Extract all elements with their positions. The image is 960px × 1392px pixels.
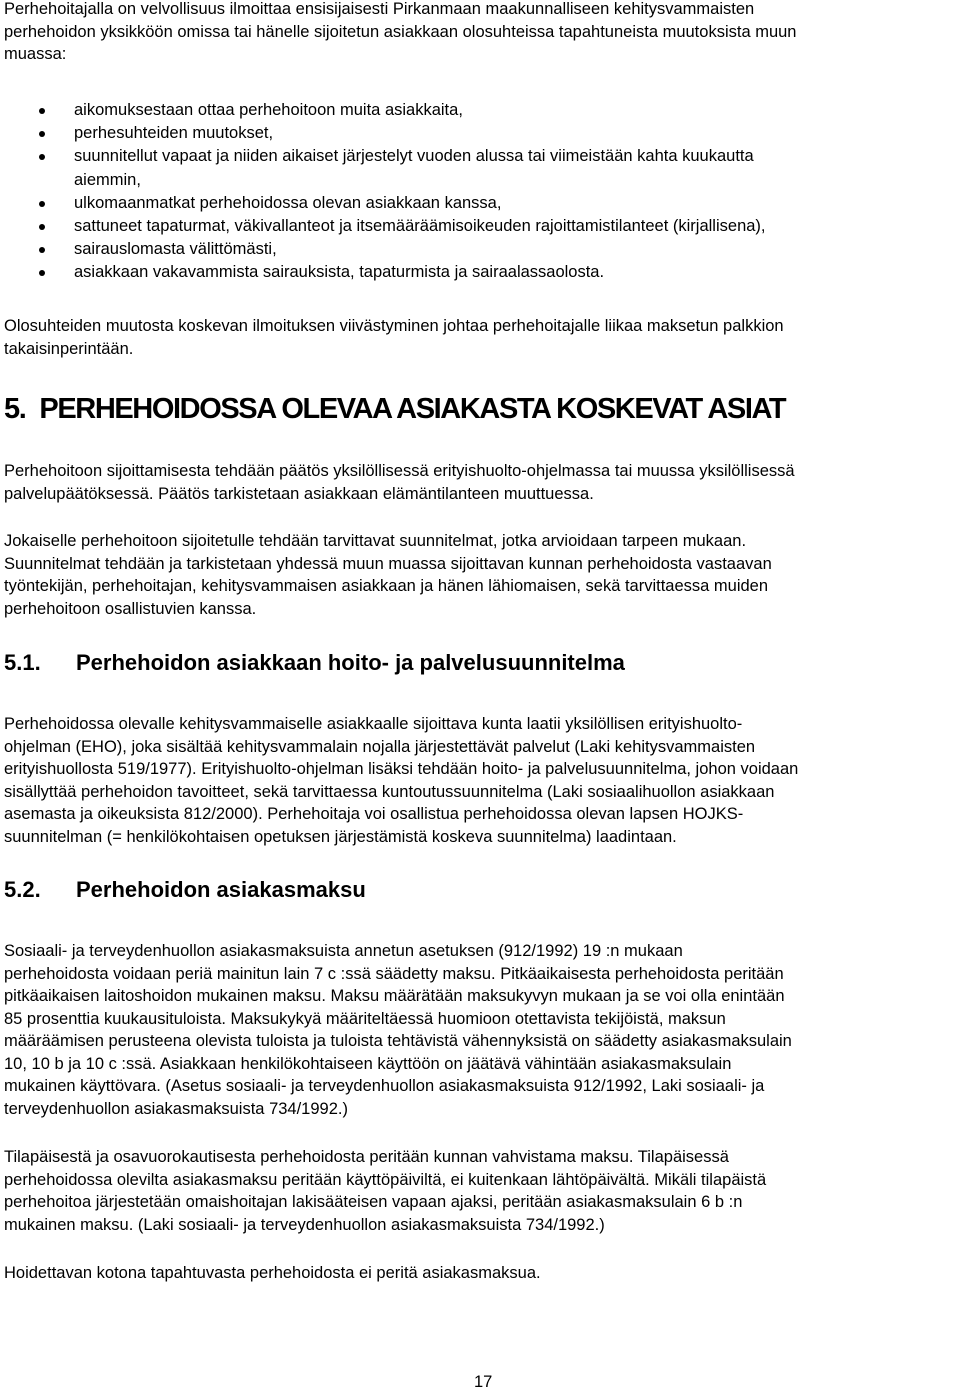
section-5-2-paragraph-2: Tilapäisestä ja osavuorokautisesta perhehoidosta peritään kunnan vahvistama maksu. Tilapäisessä perhehoidossa olevilta asiakasmaksu peritään käyttöpäiviltä, ei kuitenkaan lähtöpäivältä. Mikäli tilapäistä perhehoitoa järjestetään omaishoitajan lakisääteisen vapaan ajaksi, peritään asiakasmaksulain 6 b :n mukainen maksu. (Laki sosiaali- ja terveydenhuollon asiakasmaksuista 734/1992.) [4,1148,767,1234]
bullet-icon [39,201,45,207]
intro-line: Perhehoitajalla on velvollisuus ilmoittaa ensisijaisesti Pirkanmaan maakunnalliseen kehitysvammaisten [4,0,755,18]
list-item: aikomuksestaan ottaa perhehoitoon muita asiakkaita, [4,99,956,122]
delay-note-paragraph: Olosuhteiden muutosta koskevan ilmoituksen viivästyminen johtaa perhehoitajalle liikaa maksetun palkkion takaisinperintään. [4,317,784,358]
section-5-paragraph-1: Perhehoitoon sijoittamisesta tehdään päätös yksilöllisessä erityishuolto-ohjelmassa tai muussa yksilöllisessä palvelupäätöksessä. Päätös tarkistetaan asiakkaan elämäntilanteen muuttuessa. [4,462,795,503]
section-title: Perhehoidon asiakasmaksu [76,877,366,902]
intro-line: perhehoidon yksikköön omissa tai hänelle sijoitetun asiakkaan olosuhteissa tapahtuneista muutoksista muun [4,22,797,41]
section-5-paragraph-2: Jokaiselle perhehoitoon sijoitetulle tehdään tarvittavat suunnitelmat, jotka arvioidaan tarpeen mukaan. Suunnitelmat tehdään ja tarkistetaan yhdessä muun muassa sijoittavan kunnan perhehoidosta vastaavan työntekijän, perhehoitajan, kehitysvammaisen asiakkaan ja hänen lähiomaisen, sekä tarvittaessa muiden perhehoitoon osallistuvien kanssa. [4,532,772,618]
bullet-icon [39,131,45,137]
bullet-icon [39,154,45,160]
intro-line: muassa: [4,45,67,63]
section-5-2-paragraph-1: Sosiaali- ja terveydenhuollon asiakasmaksuista annetun asetuksen (912/1992) 19 :n mukaan perhehoidosta voidaan periä mainitun lain 7 c :ssä säädetty maksu. Pitkäaikaisesta perhehoidosta peritään pitkäaikaisen laitoshoidon mukainen maksu. Maksu määrätään maksukyvyn mukaan ja se voi olla enintään 85 prosenttia kuukausituloista. Maksukykyä määriteltäessä huomioon otettavista tekijöistä, maksun määräämisen perusteena olevista tuloista ja tuloista tehtävistä vähennyksistä on säädetty asiakasmaksulain 10, 10 b ja 10 c :ssä. Asiakkaan henkilökohtaiseen käyttöön on jäätävä vähintään asiakasmaksulain mukainen käyttövara. (Asetus sosiaali- ja terveydenhuollon asiakasmaksuista 912/1992, Laki sosiaali- ja terveydenhuollon asiakasmaksuista 734/1992.) [4,942,792,1118]
section-5-1-heading [4,650,625,676]
list-item: asiakkaan vakavammista sairauksista, tapaturmista ja sairaalassaolosta. [4,261,956,284]
list-item: sattuneet tapaturmat, väkivallanteot ja itsemääräämisoikeuden rajoittamistilanteet (kirjallisena), [4,215,956,238]
list-item: suunnitellut vapaat ja niiden aikaiset järjestelyt vuoden alussa tai viimeistään kahta kuukautta [4,145,956,168]
bullet-icon [39,108,45,114]
list-item: sairauslomasta välittömästi, [4,238,956,261]
page-number: 17 [474,1373,493,1391]
section-title: PERHEHOIDOSSA OLEVAA ASIAKASTA KOSKEVAT ASIAT [39,393,786,425]
section-5-2-heading [4,877,366,903]
bullet-icon [39,247,45,253]
section-number: 5. [4,393,26,425]
section-5-2-paragraph-3: Hoidettavan kotona tapahtuvasta perhehoidosta ei peritä asiakasmaksua. [4,1264,541,1282]
bullet-icon [39,270,45,276]
section-title: Perhehoidon asiakkaan hoito- ja palvelusuunnitelma [76,650,625,675]
notification-list [4,99,956,285]
intro-paragraph [4,0,959,66]
list-item-continuation: aiemmin, [74,170,141,189]
bullet-icon [39,224,45,230]
section-5-heading [4,393,785,426]
document-page [4,0,956,1392]
section-number: 5.1. [4,650,41,675]
section-5-1-paragraph: Perhehoidossa olevalle kehitysvammaiselle asiakkaalle sijoittava kunta laatii yksilöllisen erityishuolto- ohjelman (EHO), joka sisältää kehitysvammalain nojalla järjestettävät palvelut (Laki kehitysvammaisten erityishuollosta 519/1977). Erityishuolto-ohjelman lisäksi tehdään hoito- ja palvelusuunnitelma, johon voidaan sisällyttää perhehoidon tavoitteet, sekä tarvittaessa kuntoutussuunnitelma (Laki sosiaalihuollon asiakkaan asemasta ja oikeuksista 812/2000). Perhehoitaja voi osallistua perhehoidossa olevan lapsen HOJKS- suunnitelman (= henkilökohtaisen opetuksen järjestämistä koskeva suunnitelma) laadintaan. [4,715,799,846]
list-item: perhesuhteiden muutokset, [4,122,956,145]
section-number: 5.2. [4,877,41,902]
list-item: ulkomaanmatkat perhehoidossa olevan asiakkaan kanssa, [4,192,956,215]
